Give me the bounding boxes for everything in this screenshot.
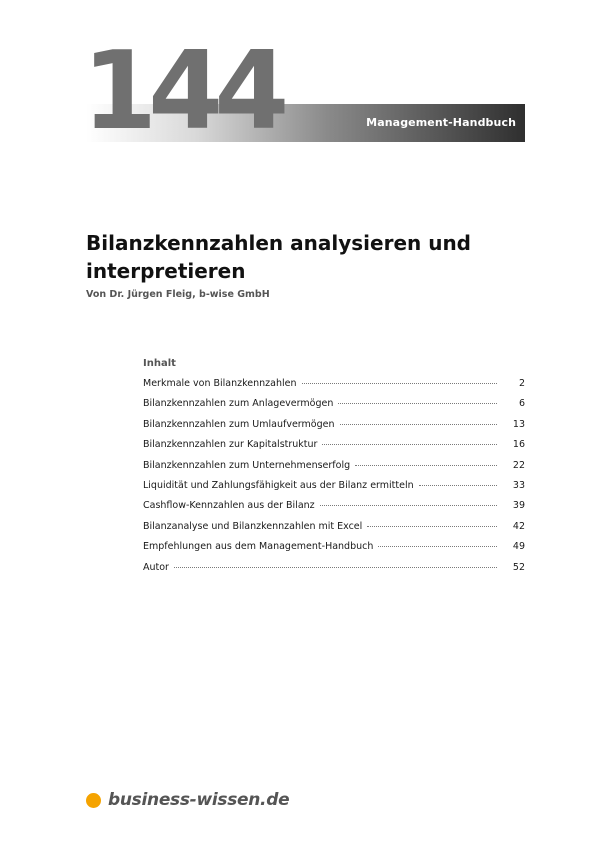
toc-item-label: Bilanzkennzahlen zum Anlagevermögen xyxy=(143,398,334,410)
brand-dot-icon xyxy=(86,793,101,808)
toc-item-label: Empfehlungen aus dem Management-Handbuch xyxy=(143,541,374,553)
document-title: Bilanzkennzahlen analysieren und interpretieren xyxy=(86,231,471,283)
toc-item-label: Bilanzanalyse und Bilanzkennzahlen mit Excel xyxy=(143,520,363,532)
toc-item[interactable] xyxy=(143,398,525,418)
toc-item[interactable] xyxy=(143,541,525,561)
toc-item[interactable] xyxy=(143,480,525,500)
toc-leader-dots xyxy=(355,465,497,466)
toc-item-label: Bilanzkennzahlen zum Unternehmenserfolg xyxy=(143,459,351,471)
toc-item[interactable] xyxy=(143,562,525,582)
toc-item-page: 2 xyxy=(518,378,525,389)
toc-item-label: Bilanzkennzahlen zur Kapitalstruktur xyxy=(143,439,318,451)
toc-item[interactable] xyxy=(143,419,525,439)
toc-leader-dots xyxy=(367,526,497,527)
table-of-contents xyxy=(143,358,525,582)
toc-item-label: Merkmale von Bilanzkennzahlen xyxy=(143,378,297,389)
toc-item-label: Liquidität und Zahlungsfähigkeit aus der Bilanz ermitteln xyxy=(143,479,414,491)
toc-item[interactable] xyxy=(143,378,525,398)
toc-item-page: 16 xyxy=(512,439,525,451)
toc-item[interactable] xyxy=(143,439,525,459)
brand-name: business-wissen.de xyxy=(108,790,290,810)
toc-leader-dots xyxy=(322,444,497,445)
toc-leader-dots xyxy=(378,546,497,547)
toc-heading: Inhalt xyxy=(143,358,176,369)
toc-item[interactable] xyxy=(143,460,525,480)
toc-item-page: 49 xyxy=(512,541,525,553)
toc-leader-dots xyxy=(320,505,497,506)
toc-leader-dots xyxy=(302,383,497,384)
document-author: Von Dr. Jürgen Fleig, b-wise GmbH xyxy=(86,289,270,300)
toc-leader-dots xyxy=(338,403,497,404)
toc-item-label: Autor xyxy=(143,561,169,573)
brand-logo xyxy=(86,790,289,810)
toc-item-page: 52 xyxy=(512,561,525,573)
toc-item[interactable] xyxy=(143,521,525,541)
toc-item-page: 33 xyxy=(512,479,525,491)
toc-item-page: 22 xyxy=(512,459,525,471)
series-title: Management-Handbuch xyxy=(366,116,516,129)
toc-item-page: 13 xyxy=(512,418,525,430)
toc-item-page: 6 xyxy=(518,398,525,410)
toc-leader-dots xyxy=(419,485,497,486)
toc-item-label: Cashflow-Kennzahlen aus der Bilanz xyxy=(143,500,315,512)
toc-item-label: Bilanzkennzahlen zum Umlaufvermögen xyxy=(143,418,335,430)
toc-item-page: 39 xyxy=(512,500,525,512)
issue-number: 144 xyxy=(82,29,281,154)
toc-leader-dots xyxy=(174,567,497,568)
toc-item[interactable] xyxy=(143,500,525,520)
toc-item-page: 42 xyxy=(512,520,525,532)
toc-leader-dots xyxy=(340,424,497,425)
